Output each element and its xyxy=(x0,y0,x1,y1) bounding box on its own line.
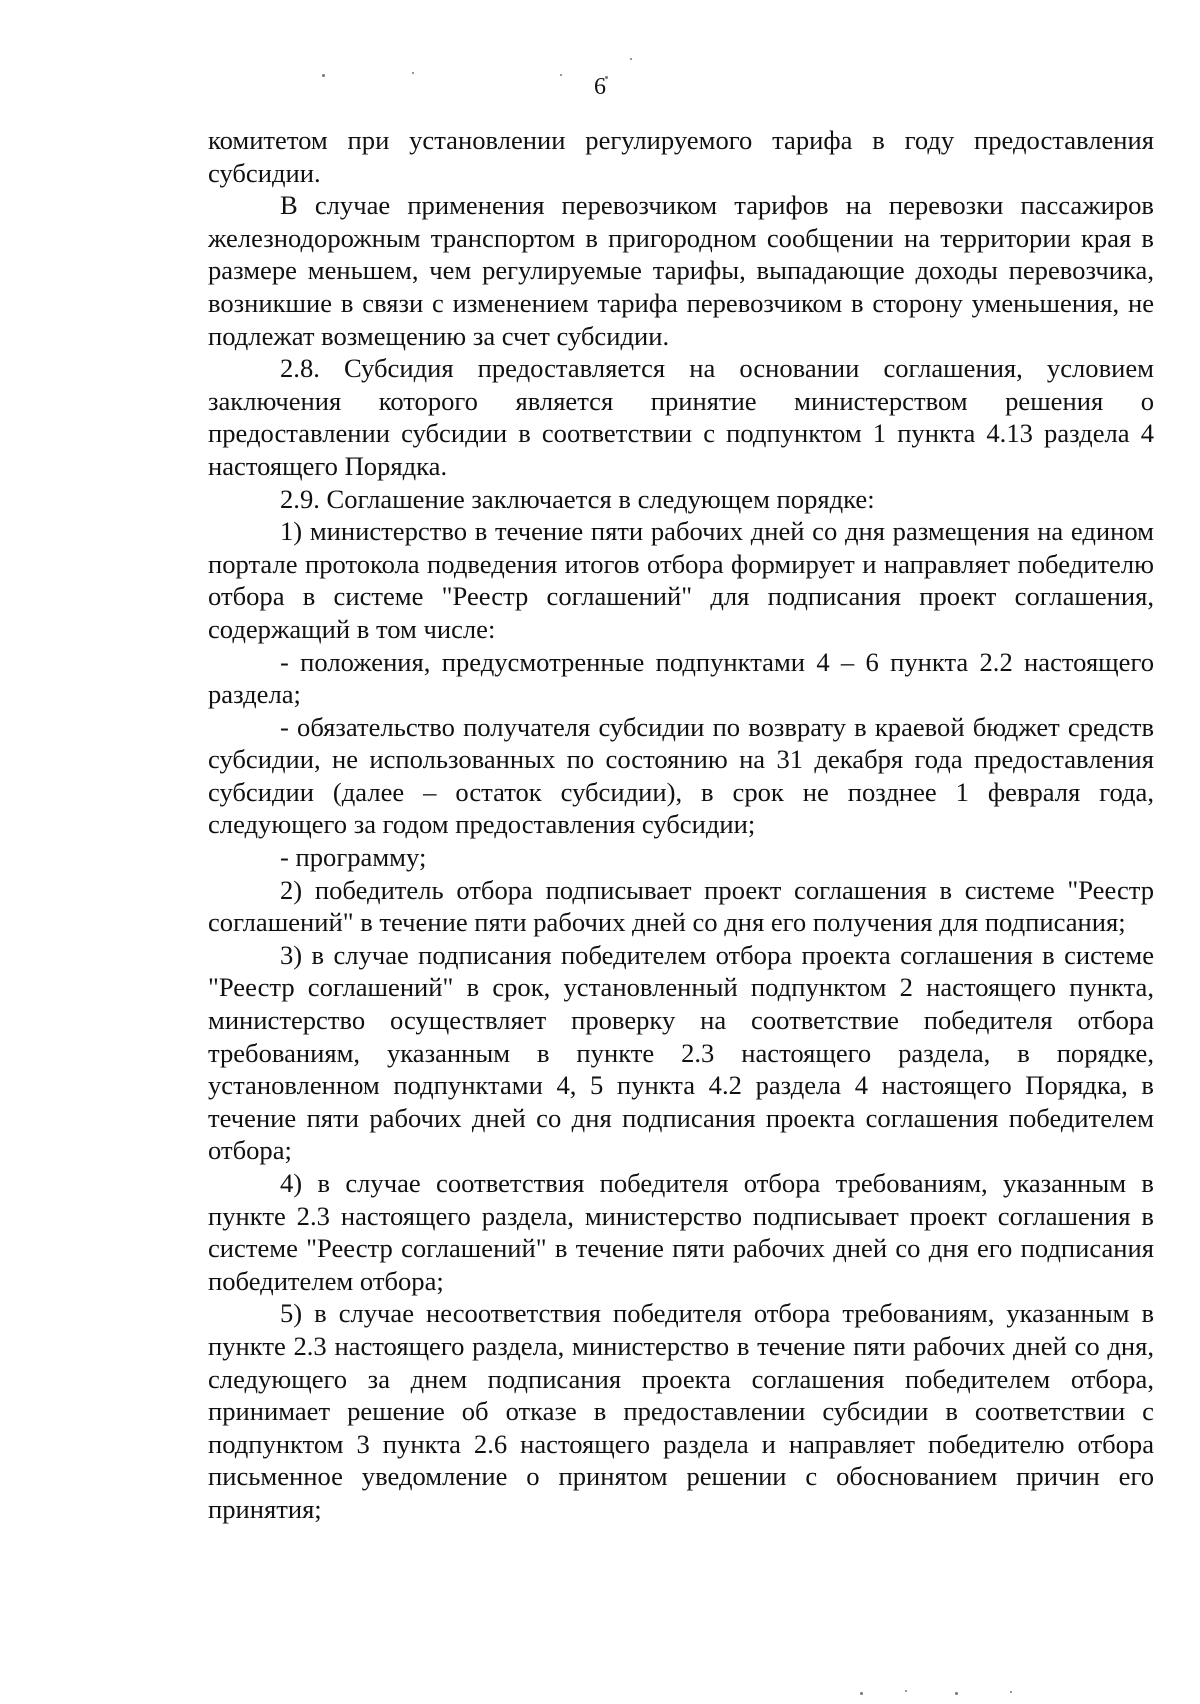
paragraph: комитетом при установлении регулируемого тарифа в году предоставления субсидии. xyxy=(208,125,1154,188)
paragraph: 2) победитель отбора подписывает проект соглашения в системе "Реестр соглашений" в течение пяти рабочих дней со дня его получения для подписания; xyxy=(208,874,1154,938)
paragraph: 2.8. Субсидия предоставляется на основании соглашения, условием заключения которого является принятие министерством решения о предоставлении субсидии в соответствии с подпунктом 1 пункта 4.13 раздела 4 настоящего Порядка. xyxy=(208,353,1154,481)
scan-artifact xyxy=(860,1692,863,1695)
scan-artifact xyxy=(1010,1691,1012,1693)
scan-artifact xyxy=(630,58,632,60)
paragraph: 1) министерство в течение пяти рабочих дней со дня размещения на едином портале протокола подведения итогов отбора формирует и направляет победителю отбора в системе "Реестр соглашений" для подписания проект соглашения, содержащий в том числе: xyxy=(208,516,1154,644)
paragraph: В случае применения перевозчиком тарифов на перевозки пассажиров железнодорожным транспортом в пригородном сообщении на территории края в размере меньшем, чем регулируемые тарифы, выпадающие доходы перевозчика, возникшие в связи с изменением тарифа перевозчиком в сторону уменьшения, не подлежат возмещению за счет субсидии. xyxy=(208,190,1154,351)
paragraph: 3) в случае подписания победителем отбора проекта соглашения в системе "Реестр соглашений" в срок, установленный подпунктом 2 настоящего пункта, министерство осуществляет проверку на соответствие победителя отбора требованиям, указанным в пункте 2.3 настоящего раздела, в порядке, установленном подпунктами 4, 5 пункта 4.2 раздела 4 настоящего Порядка, в течение пяти рабочих дней со дня подписания проекта соглашения победителем отбора; xyxy=(208,939,1154,1166)
paragraph: - положения, предусмотренные подпунктами 4 – 6 пункта 2.2 настоящего раздела; xyxy=(208,646,1154,710)
paragraph: 5) в случае несоответствия победителя отбора требованиям, указанным в пункте 2.3 настоящего раздела, министерство в течение пяти рабочих дней со дня, следующего за днем подписания проекта соглашения победителем отбора, принимает решение об отказе в предоставлении субсидии в соответствии с подпунктом 3 пункта 2.6 настоящего раздела и направляет победителю отбора письменное уведомление о принятом решении с обоснованием причин его принятия; xyxy=(208,1298,1154,1524)
paragraph: 4) в случае соответствия победителя отбора требованиям, указанным в пункте 2.3 настоящего раздела, министерство подписывает проект соглашения в системе "Реестр соглашений" в течение пяти рабочих дней со дня его подписания победителем отбора; xyxy=(208,1168,1154,1296)
paragraph: 2.9. Соглашение заключается в следующем порядке: xyxy=(280,483,875,514)
paragraph: - программу; xyxy=(280,842,427,873)
document-body xyxy=(208,124,1154,1526)
paragraph: - обязательство получателя субсидии по возврату в краевой бюджет средств субсидии, не использованных по состоянию на 31 декабря года предоставления субсидии (далее – остаток субсидии), в срок не позднее 1 февраля года, следующего за годом предоставления субсидии; xyxy=(208,711,1154,840)
scan-artifact xyxy=(905,1690,907,1692)
scan-artifact xyxy=(955,1692,958,1695)
page-number: 6 xyxy=(594,74,606,100)
